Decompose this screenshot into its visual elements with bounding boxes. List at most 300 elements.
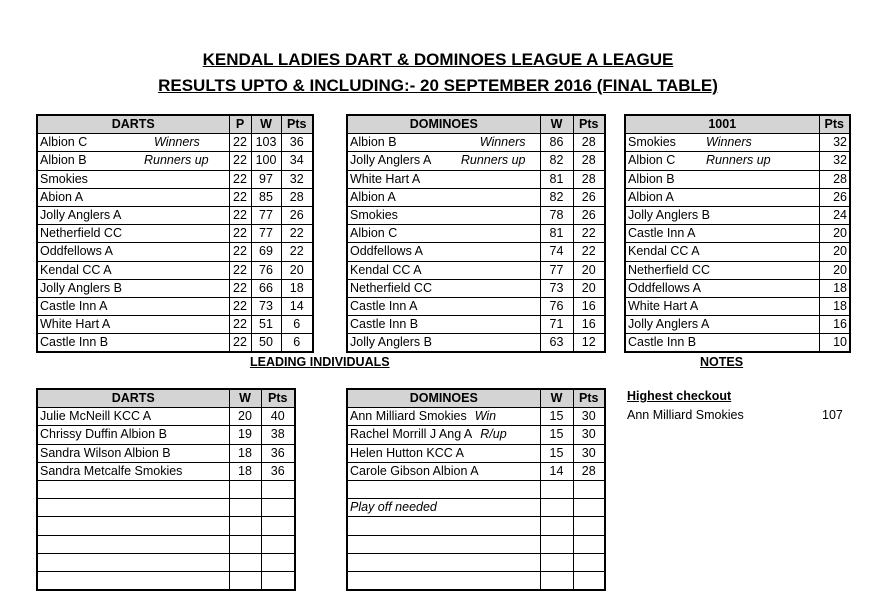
table-row <box>37 170 313 188</box>
table-row <box>37 571 295 590</box>
team-name: Smokies <box>350 208 398 223</box>
team-cell <box>625 170 819 188</box>
table-row <box>347 426 605 444</box>
team-cell <box>37 279 229 297</box>
team-cell <box>37 206 229 224</box>
column-header: Pts <box>281 115 313 134</box>
won-cell: 100 <box>251 152 281 170</box>
dominoes-league-table <box>346 114 606 353</box>
table-row <box>37 225 313 243</box>
player-name-cell <box>347 408 540 426</box>
team-cell <box>37 170 229 188</box>
played-cell: 22 <box>229 225 251 243</box>
points-cell: 26 <box>573 206 605 224</box>
player-name: Rachel Morrill J Ang A <box>350 427 473 442</box>
position-tag: Runners up <box>460 153 526 168</box>
points-cell: 26 <box>573 188 605 206</box>
table-row <box>347 243 605 261</box>
table-row <box>37 188 313 206</box>
won-cell <box>540 553 573 571</box>
page-title: KENDAL LADIES DART & DOMINOES LEAGUE A LEAGUE <box>202 50 674 69</box>
team-cell <box>347 188 540 206</box>
team-cell <box>625 206 819 224</box>
team-name: Oddfellows A <box>628 280 701 295</box>
points-cell: 32 <box>819 134 850 152</box>
position-tag: R/up <box>480 427 507 442</box>
won-cell: 81 <box>540 170 573 188</box>
player-name-cell <box>37 535 229 553</box>
position-tag: Win <box>474 409 497 424</box>
column-header: Pts <box>573 115 605 134</box>
points-cell: 28 <box>573 134 605 152</box>
team-cell <box>625 297 819 315</box>
team-cell <box>37 152 229 170</box>
table-row <box>347 408 605 426</box>
player-name-cell <box>347 517 540 535</box>
table-row <box>37 462 295 480</box>
table-row <box>347 499 605 517</box>
team-name: Albion A <box>350 189 396 204</box>
played-cell: 22 <box>229 316 251 334</box>
team-name: Castle Inn B <box>350 317 419 332</box>
column-header: DOMINOES <box>347 115 540 134</box>
points-cell: 20 <box>819 243 850 261</box>
table-header-row <box>347 115 605 134</box>
team-cell <box>625 279 819 297</box>
team-name: Albion B <box>628 171 675 186</box>
team-name: Oddfellows A <box>350 244 423 259</box>
notes-heading: NOTES <box>700 355 744 369</box>
table-row <box>347 535 605 553</box>
team-name: White Hart A <box>350 171 421 186</box>
team-cell <box>37 316 229 334</box>
played-cell: 22 <box>229 188 251 206</box>
points-cell: 30 <box>573 444 605 462</box>
points-cell: 22 <box>281 225 313 243</box>
won-cell: 103 <box>251 134 281 152</box>
team-cell <box>347 334 540 353</box>
team-name: Kendal CC A <box>628 244 700 259</box>
points-cell: 12 <box>573 334 605 353</box>
table-row <box>347 134 605 152</box>
table-row <box>625 134 850 152</box>
won-cell: 14 <box>540 462 573 480</box>
table-header-row <box>347 389 605 408</box>
table-row <box>37 499 295 517</box>
column-header: Pts <box>573 389 605 408</box>
points-cell: 32 <box>819 152 850 170</box>
player-name-cell <box>37 517 229 535</box>
points-cell <box>261 571 295 590</box>
column-header: Pts <box>819 115 850 134</box>
team-name: Jolly Anglers A <box>350 153 432 168</box>
points-cell: 18 <box>819 297 850 315</box>
team-cell <box>37 188 229 206</box>
played-cell: 22 <box>229 261 251 279</box>
points-cell: 28 <box>573 152 605 170</box>
points-cell <box>573 480 605 498</box>
table-row <box>625 225 850 243</box>
won-cell: 97 <box>251 170 281 188</box>
points-cell: 20 <box>819 261 850 279</box>
table-row <box>347 571 605 590</box>
player-name-cell <box>347 499 540 517</box>
won-cell: 82 <box>540 152 573 170</box>
won-cell <box>229 517 261 535</box>
team-name: Oddfellows A <box>40 244 113 259</box>
team-name: Netherfield CC <box>40 226 122 241</box>
points-cell: 22 <box>281 243 313 261</box>
points-cell: 28 <box>573 170 605 188</box>
won-cell: 73 <box>251 297 281 315</box>
points-cell: 30 <box>573 426 605 444</box>
won-cell: 85 <box>251 188 281 206</box>
table-header-row <box>37 389 295 408</box>
played-cell: 22 <box>229 243 251 261</box>
points-cell: 30 <box>573 408 605 426</box>
points-cell: 26 <box>819 188 850 206</box>
points-cell <box>573 571 605 590</box>
won-cell: 76 <box>251 261 281 279</box>
team-cell <box>625 261 819 279</box>
player-name-cell <box>347 444 540 462</box>
team-name: Albion B <box>350 135 397 150</box>
team-cell <box>625 334 819 353</box>
player-name-cell <box>347 480 540 498</box>
table-row <box>625 170 850 188</box>
won-cell: 69 <box>251 243 281 261</box>
team-cell <box>347 243 540 261</box>
individual-dominoes-table <box>346 388 606 591</box>
points-cell: 28 <box>573 462 605 480</box>
team-cell <box>347 297 540 315</box>
won-cell: 77 <box>251 206 281 224</box>
won-cell: 66 <box>251 279 281 297</box>
points-cell: 22 <box>573 225 605 243</box>
won-cell: 81 <box>540 225 573 243</box>
individual-darts-table <box>36 388 296 591</box>
table-row <box>347 152 605 170</box>
team-cell <box>625 225 819 243</box>
won-cell <box>540 535 573 553</box>
played-cell: 22 <box>229 170 251 188</box>
points-cell: 36 <box>261 462 295 480</box>
won-cell: 86 <box>540 134 573 152</box>
team-name: Albion C <box>628 153 676 168</box>
table-row <box>625 188 850 206</box>
won-cell: 73 <box>540 279 573 297</box>
table-row <box>347 206 605 224</box>
table-row <box>37 334 313 353</box>
points-cell: 14 <box>281 297 313 315</box>
player-name-cell <box>37 480 229 498</box>
points-cell: 16 <box>573 316 605 334</box>
player-name-cell <box>347 535 540 553</box>
points-cell <box>261 499 295 517</box>
points-cell: 32 <box>281 170 313 188</box>
points-cell: 22 <box>573 243 605 261</box>
won-cell <box>229 499 261 517</box>
points-cell: 26 <box>281 206 313 224</box>
position-tag: Runners up <box>144 153 209 168</box>
player-name-cell <box>347 462 540 480</box>
darts-league-table <box>36 114 314 353</box>
column-header: Pts <box>261 389 295 408</box>
team-name: Abion A <box>40 189 84 204</box>
points-cell: 38 <box>261 426 295 444</box>
table-row <box>37 134 313 152</box>
position-tag: Winners <box>154 135 200 150</box>
player-name: Ann Milliard Smokies <box>350 409 467 424</box>
played-cell: 22 <box>229 206 251 224</box>
won-cell: 19 <box>229 426 261 444</box>
player-name-cell <box>347 571 540 590</box>
table-row <box>347 480 605 498</box>
points-cell <box>573 517 605 535</box>
team-name: Castle Inn A <box>350 298 418 313</box>
won-cell: 77 <box>540 261 573 279</box>
won-cell: 63 <box>540 334 573 353</box>
highest-checkout-value: 107 <box>822 408 843 422</box>
points-cell: 40 <box>261 408 295 426</box>
team-cell <box>37 261 229 279</box>
team-name: Smokies <box>40 171 88 186</box>
team-cell <box>347 134 540 152</box>
won-cell <box>540 517 573 535</box>
won-cell: 82 <box>540 188 573 206</box>
player-name: Helen Hutton KCC A <box>350 445 464 460</box>
team-name: Albion A <box>628 189 674 204</box>
team-name: Albion C <box>40 135 88 150</box>
points-cell: 28 <box>819 170 850 188</box>
team-cell <box>347 316 540 334</box>
won-cell: 15 <box>540 408 573 426</box>
won-cell <box>229 480 261 498</box>
team-cell <box>37 297 229 315</box>
table-row <box>625 297 850 315</box>
team-cell <box>625 152 819 170</box>
table-row <box>347 225 605 243</box>
team-name: Netherfield CC <box>350 280 432 295</box>
table-row <box>625 261 850 279</box>
points-cell: 36 <box>281 134 313 152</box>
table-row <box>625 243 850 261</box>
table-row <box>347 462 605 480</box>
table-row <box>625 206 850 224</box>
table-row <box>347 553 605 571</box>
team-cell <box>625 243 819 261</box>
won-cell: 18 <box>229 462 261 480</box>
team-name: Albion C <box>350 226 398 241</box>
team-name: Castle Inn A <box>40 298 108 313</box>
points-cell <box>261 553 295 571</box>
team-cell <box>347 225 540 243</box>
points-cell: 20 <box>281 261 313 279</box>
table-row <box>37 535 295 553</box>
player-name-cell <box>347 426 540 444</box>
points-cell: 28 <box>281 188 313 206</box>
won-cell: 51 <box>251 316 281 334</box>
points-cell: 36 <box>261 444 295 462</box>
won-cell: 76 <box>540 297 573 315</box>
team-cell <box>347 206 540 224</box>
team-name: Kendal CC A <box>350 262 422 277</box>
won-cell <box>229 535 261 553</box>
player-name: Carole Gibson Albion A <box>350 463 479 478</box>
player-name-cell: Sandra Wilson Albion B <box>37 444 229 462</box>
column-header: W <box>540 389 573 408</box>
points-cell: 20 <box>819 225 850 243</box>
won-cell: 20 <box>229 408 261 426</box>
won-cell: 50 <box>251 334 281 353</box>
team-cell <box>37 334 229 353</box>
highest-checkout-label: Highest checkout <box>627 389 732 403</box>
points-cell <box>573 553 605 571</box>
team-cell <box>37 225 229 243</box>
column-header: P <box>229 115 251 134</box>
team-name: Jolly Anglers A <box>40 208 122 223</box>
played-cell: 22 <box>229 334 251 353</box>
table-row <box>37 426 295 444</box>
player-name-cell <box>37 571 229 590</box>
team-name: Jolly Anglers B <box>628 208 710 223</box>
won-cell <box>540 480 573 498</box>
points-cell <box>261 480 295 498</box>
table-row <box>347 261 605 279</box>
column-header: W <box>251 115 281 134</box>
table-row <box>37 261 313 279</box>
team-name: Castle Inn B <box>40 335 109 350</box>
won-cell <box>229 553 261 571</box>
played-cell: 22 <box>229 152 251 170</box>
team-cell <box>347 170 540 188</box>
player-name-cell <box>37 553 229 571</box>
table-row <box>37 444 295 462</box>
player-name-cell: Julie McNeill KCC A <box>37 408 229 426</box>
team-name: Smokies <box>628 135 676 150</box>
1001-league-table <box>624 114 851 353</box>
table-row <box>37 297 313 315</box>
table-row <box>625 316 850 334</box>
points-cell: 20 <box>573 261 605 279</box>
points-cell: 18 <box>819 279 850 297</box>
position-tag: Runners up <box>706 153 771 168</box>
team-name: Castle Inn A <box>628 226 696 241</box>
table-row <box>37 316 313 334</box>
table-row <box>37 480 295 498</box>
points-cell: 6 <box>281 316 313 334</box>
column-header: DOMINOES <box>347 389 540 408</box>
table-row <box>37 206 313 224</box>
points-cell: 34 <box>281 152 313 170</box>
points-cell <box>261 535 295 553</box>
points-cell <box>573 535 605 553</box>
points-cell: 6 <box>281 334 313 353</box>
player-name-cell: Chrissy Duffin Albion B <box>37 426 229 444</box>
table-row <box>347 279 605 297</box>
won-cell: 78 <box>540 206 573 224</box>
team-name: Jolly Anglers B <box>40 280 122 295</box>
points-cell: 10 <box>819 334 850 353</box>
points-cell: 18 <box>281 279 313 297</box>
team-cell <box>625 134 819 152</box>
points-cell: 20 <box>573 279 605 297</box>
page-subtitle: RESULTS UPTO & INCLUDING:- 20 SEPTEMBER 2016 (FINAL TABLE) <box>158 76 718 95</box>
table-row <box>347 517 605 535</box>
team-cell <box>347 261 540 279</box>
column-header: 1001 <box>625 115 819 134</box>
table-row <box>625 152 850 170</box>
table-row <box>37 152 313 170</box>
player-name-cell: Sandra Metcalfe Smokies <box>37 462 229 480</box>
team-cell <box>37 243 229 261</box>
team-name: White Hart A <box>40 317 111 332</box>
team-cell <box>37 134 229 152</box>
table-row <box>37 243 313 261</box>
points-cell: 24 <box>819 206 850 224</box>
points-cell <box>573 499 605 517</box>
table-row <box>37 279 313 297</box>
played-cell: 22 <box>229 297 251 315</box>
column-header: DARTS <box>37 389 229 408</box>
player-name-cell <box>37 499 229 517</box>
played-cell: 22 <box>229 279 251 297</box>
table-row <box>37 553 295 571</box>
table-row <box>347 334 605 353</box>
won-cell: 15 <box>540 444 573 462</box>
column-header: W <box>540 115 573 134</box>
played-cell: 22 <box>229 134 251 152</box>
points-cell: 16 <box>819 316 850 334</box>
team-name: White Hart A <box>628 298 699 313</box>
won-cell: 18 <box>229 444 261 462</box>
won-cell <box>540 571 573 590</box>
table-row <box>347 444 605 462</box>
won-cell <box>229 571 261 590</box>
won-cell: 74 <box>540 243 573 261</box>
team-name: Albion B <box>40 153 87 168</box>
team-cell <box>347 152 540 170</box>
team-name: Castle Inn B <box>628 335 697 350</box>
team-cell <box>625 316 819 334</box>
points-cell <box>261 517 295 535</box>
column-header: W <box>229 389 261 408</box>
player-name-cell <box>347 553 540 571</box>
highest-checkout-name: Ann Milliard Smokies <box>627 408 744 422</box>
won-cell <box>540 499 573 517</box>
table-header-row <box>37 115 313 134</box>
points-cell: 16 <box>573 297 605 315</box>
position-tag: Winners <box>479 135 526 150</box>
table-row <box>625 279 850 297</box>
table-row <box>347 188 605 206</box>
team-name: Kendal CC A <box>40 262 112 277</box>
won-cell: 77 <box>251 225 281 243</box>
table-row <box>37 408 295 426</box>
won-cell: 71 <box>540 316 573 334</box>
won-cell: 15 <box>540 426 573 444</box>
position-tag: Winners <box>706 135 752 150</box>
table-row <box>347 297 605 315</box>
table-row <box>625 334 850 353</box>
team-name: Netherfield CC <box>628 262 710 277</box>
table-row <box>37 517 295 535</box>
team-name: Jolly Anglers B <box>350 335 432 350</box>
leading-individuals-heading: LEADING INDIVIDUALS <box>250 355 390 369</box>
column-header: DARTS <box>37 115 229 134</box>
table-header-row <box>625 115 850 134</box>
player-name: Play off needed <box>350 500 437 515</box>
